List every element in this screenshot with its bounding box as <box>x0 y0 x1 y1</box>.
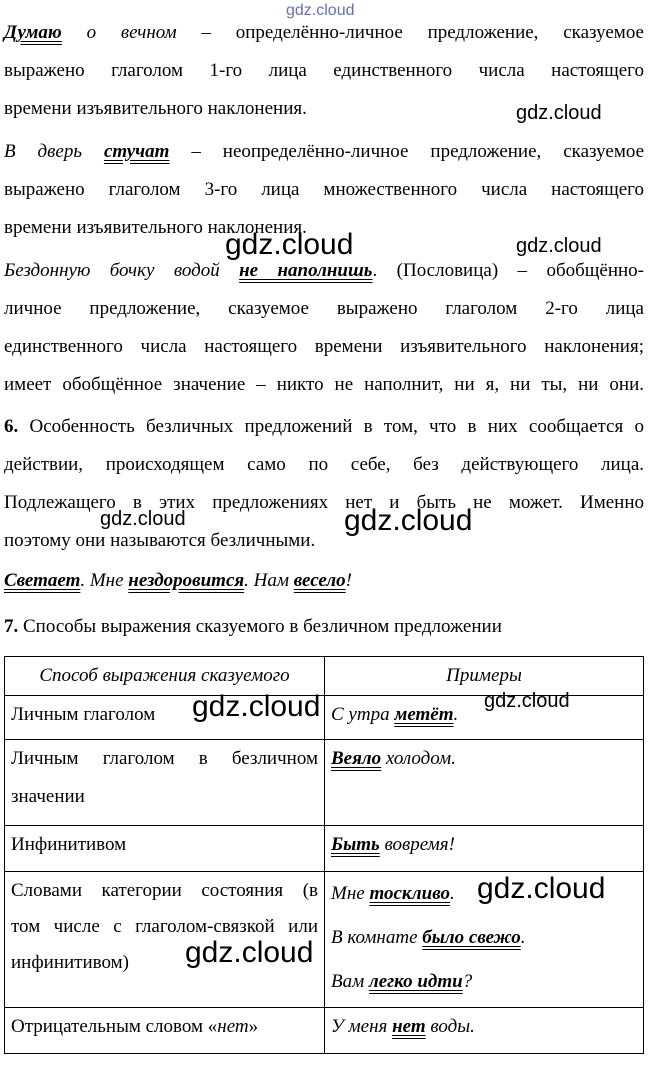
predicate: Быть <box>331 834 380 855</box>
watermark: gdz.cloud <box>100 508 186 530</box>
example-text: ! <box>345 570 352 591</box>
predicate: не наполнишь <box>239 260 373 281</box>
example-text: С утра <box>331 704 395 725</box>
predicate: Веяло <box>331 748 382 769</box>
watermark: gdz.cloud <box>484 690 570 712</box>
text: – определённо-личное предложение, сказуемое <box>176 22 644 43</box>
predicate: метёт <box>394 704 454 725</box>
predicate: Светает <box>4 570 81 591</box>
example-text: вовремя! <box>379 834 455 855</box>
line: личное предложение, сказуемое выражено глаголом 2-го лица <box>4 298 644 319</box>
item-number: 7. <box>4 616 19 637</box>
example-text: . <box>520 927 526 948</box>
text: » <box>248 1016 259 1037</box>
watermark: gdz.cloud <box>192 690 321 723</box>
text: Способы выражения сказуемого в безличном предложении <box>18 616 502 637</box>
text: Словами категории состояния (в <box>11 880 318 901</box>
example-text: У меня <box>331 1016 393 1037</box>
example-text: В дверь <box>4 141 104 162</box>
watermark: gdz.cloud <box>516 235 602 257</box>
example-text: нет <box>217 1016 249 1037</box>
text: Личным глаголом <box>11 704 156 725</box>
paragraph-6 <box>4 408 644 560</box>
line: действии, происходящем само по себе, без действующего лица. <box>4 454 644 475</box>
example-text: . Мне <box>80 570 129 591</box>
paragraph-definite-personal <box>4 14 644 128</box>
predicate: Думаю <box>4 22 62 43</box>
example-cell <box>325 740 644 826</box>
predicate: было свежо <box>422 927 521 948</box>
text: инфинитивом) <box>11 952 129 973</box>
line <box>4 562 644 600</box>
text: Особенность безличных предложений в том, что в них сообщается о <box>18 416 644 437</box>
predicate: весело <box>293 570 346 591</box>
example-text: Мне <box>331 883 370 904</box>
predicate: тоскливо <box>369 883 450 904</box>
header-examples: Примеры <box>325 657 644 696</box>
text: . (Пословица) – обобщённо- <box>372 260 644 281</box>
watermark-top: gdz.cloud <box>286 2 355 19</box>
header-method: Способ выражения сказуемого <box>5 657 325 696</box>
line: единственного числа настоящего времени изъявительного наклонения; <box>4 336 644 357</box>
example-cell <box>325 826 644 872</box>
watermark: gdz.cloud <box>516 102 602 124</box>
predicate-methods-table <box>4 656 644 1054</box>
table-row <box>5 826 644 872</box>
table-row <box>5 740 644 826</box>
example-text: . Нам <box>244 570 294 591</box>
text: Личным глаголом в безличном <box>11 748 318 769</box>
text: Отрицательным словом « <box>11 1016 218 1037</box>
line: времени изъявительного наклонения. <box>4 98 307 119</box>
watermark: gdz.cloud <box>477 872 606 905</box>
line <box>4 252 644 290</box>
method-cell <box>5 740 325 826</box>
example-text: Бездонную бочку водой <box>4 260 240 281</box>
paragraph-7 <box>4 608 644 646</box>
line: имеет обобщённое значение – никто не наполнит, ни я, ни ты, ни они. <box>4 374 644 395</box>
example-text: холодом. <box>381 748 456 769</box>
text: Инфинитивом <box>11 834 127 855</box>
example-line <box>331 916 637 960</box>
example-text: . <box>453 704 459 725</box>
text: том числе с глаголом-связкой или <box>11 916 318 937</box>
line <box>4 133 644 171</box>
line: выражено глаголом 1-го лица единственного числа настоящего <box>4 60 644 81</box>
line: выражено глаголом 3-го лица множественного числа настоящего <box>4 179 644 200</box>
text: – неопределённо-личное предложение, сказуемое <box>169 141 645 162</box>
line: поэтому они называются безличными. <box>4 530 316 551</box>
example-cell <box>325 1008 644 1054</box>
method-cell <box>5 826 325 872</box>
example-text: о вечном <box>61 22 177 43</box>
text <box>11 1008 318 1046</box>
watermark: gdz.cloud <box>225 228 354 261</box>
item-number: 6. <box>4 416 19 437</box>
example-text: воды. <box>425 1016 475 1037</box>
predicate: нездоровится <box>128 570 245 591</box>
line: Подлежащего в этих предложениях нет и быть не может. Именно <box>4 492 644 513</box>
line <box>4 408 644 446</box>
text: значении <box>11 786 85 807</box>
paragraph-generalized-personal <box>4 252 644 404</box>
table-row <box>5 1008 644 1054</box>
example-text: Вам <box>331 971 369 992</box>
line: времени изъявительного наклонения. <box>4 217 307 238</box>
example-text: В комнате <box>331 927 423 948</box>
paragraph-indefinite-personal <box>4 133 644 247</box>
line <box>4 608 644 646</box>
impersonal-examples <box>4 562 644 600</box>
predicate: легко идти <box>368 971 463 992</box>
line <box>4 14 644 52</box>
example-text: . <box>449 883 455 904</box>
example-text: ? <box>462 971 473 992</box>
method-cell <box>5 1008 325 1054</box>
example-line <box>331 960 637 1004</box>
predicate: нет <box>392 1016 426 1037</box>
watermark: gdz.cloud <box>185 936 314 969</box>
watermark: gdz.cloud <box>344 504 473 537</box>
predicate: стучат <box>103 141 170 162</box>
